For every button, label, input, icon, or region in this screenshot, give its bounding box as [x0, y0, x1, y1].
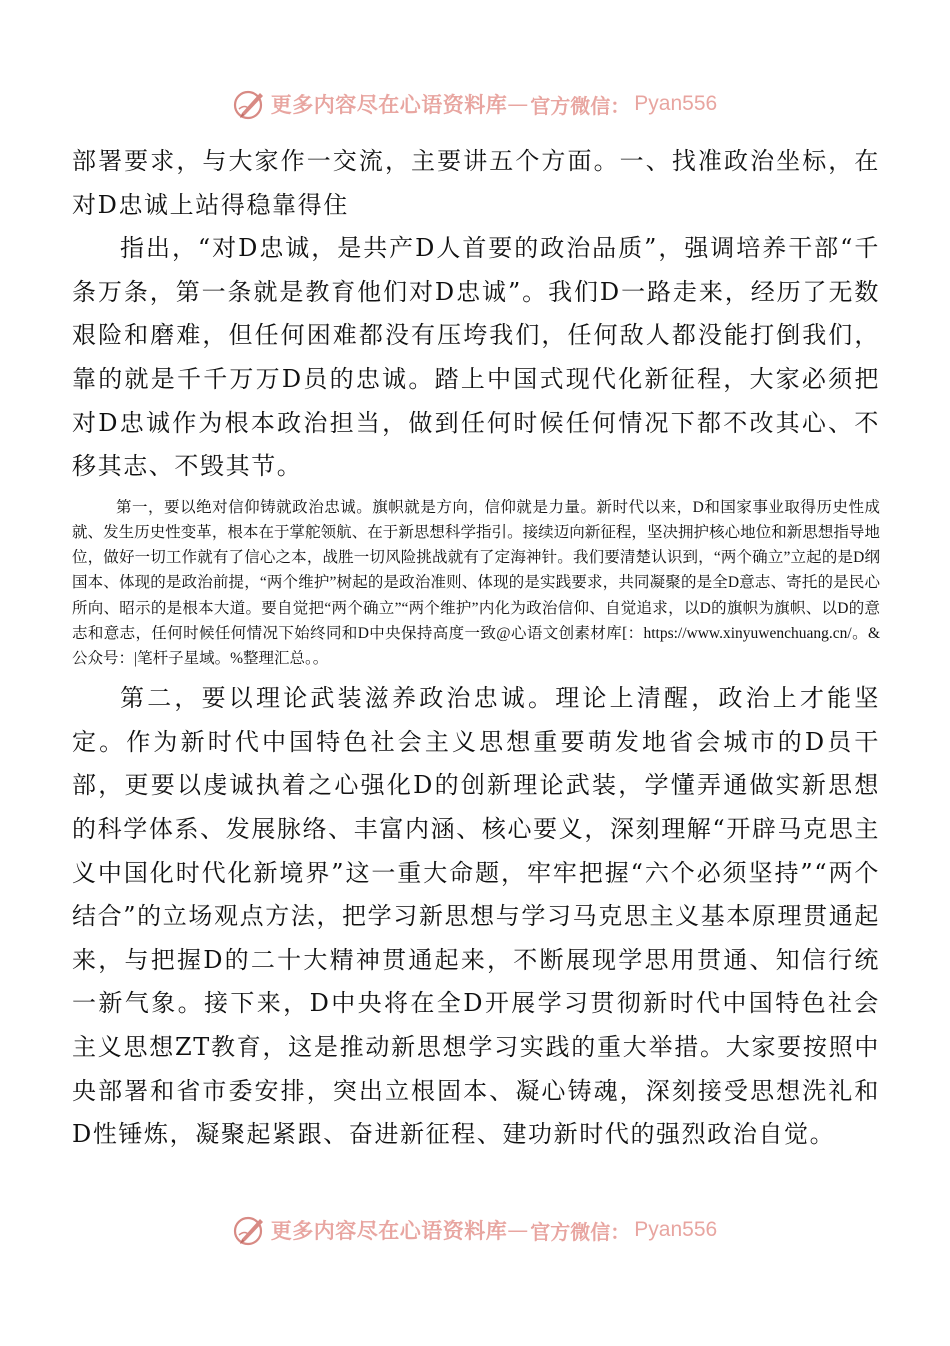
banner-title: 更多内容尽在心语资料库 [270, 1218, 508, 1243]
banner-wechat-id: Pyan556 [634, 92, 718, 115]
paragraph-point-two: 第二，要以理论武装滋养政治忠诚。理论上清醒，政治上才能坚定。作为新时代中国特色社会主义思想重要萌发地省会城市的D员干部，更要以虔诚执着之心强化D的创新理论武装，学懂弄通做实新思想的科学体系、发展脉络、丰富内涵、核心要义，深刻理解“开辟马克思主义中国化时代化新境界”这一重大命题，牢牢把握“六个必须坚持”“两个结合”的立场观点方法，把学习新思想与学习马克思主义基本原理贯通起来，与把握D的二十大精神贯通起来，不断展现学思用贯通、知信行统一新气象。接下来，D中央将在全D开展学习贯彻新时代中国特色社会主义思想ZT教育，这是推动新思想学习实践的重大举措。大家要按照中央部署和省市委安排，突出立根固本、凝心铸魂，深刻接受思想洗礼和D性锤炼，凝聚起紧跟、奋进新征程、建功新时代的强烈政治自觉。 [72, 684, 880, 1149]
paragraph-intro: 部署要求，与大家作一交流，主要讲五个方面。一、找准政治坐标，在对D忠诚上站得稳靠得住 [72, 147, 880, 219]
banner-title: 更多内容尽在心语资料库 [270, 92, 508, 117]
paragraph-point-one: 第一，要以绝对信仰铸就政治忠诚。旗帜就是方向，信仰就是力量。新时代以来，D和国家事业取得历史性成就、发生历史性变革，根本在于掌舵领航、在于新思想科学指引。接续迈向新征程，坚决拥护核心地位和新思想指导地位，做好一切工作就有了信心之本，战胜一切风险挑战就有了定海神针。我们要清楚认识到，“两个确立”立起的是D纲国本、体现的是政治前提，“两个维护”树起的是政治准则、体现的是实践要求，共同凝聚的是全D意志、寄托的是民心所向、昭示的是根本大道。要自觉把“两个确立”“两个维护”内化为政治信仰、自觉追求，以D的旗帜为旗帜、以D的意志和意志，任何时候任何情况下始终同和D中央保持高度一致@心语文创素材库[：https://www.xinyuwenchuang.cn/。&公众号：|笔杆子星域。%整理汇总。。 [72, 498, 880, 667]
paragraph-loyalty-quote: 指出，“对D忠诚，是共产D人首要的政治品质”，强调培养干部“千条万条，第一条就是教育他们对D忠诚”。我们D一路走来，经历了无数艰险和磨难，但任何困难都没有压垮我们，任何敌人都没能打倒我们，靠的就是千千万万D员的忠诚。踏上中国式现代化新征程，大家必须把对D忠诚作为根本政治担当，做到任何时候任何情况下都不改其心、不移其志、不毁其节。 [72, 234, 880, 481]
pen-writing-icon [233, 87, 267, 121]
banner-wechat-label: 官方微信： [530, 1219, 631, 1244]
banner-wechat-id: Pyan556 [634, 1218, 718, 1241]
pen-writing-icon [233, 1213, 267, 1247]
header-watermark-banner [0, 86, 950, 122]
footer-watermark-banner [0, 1212, 950, 1248]
banner-wechat-label: 官方微信： [530, 93, 631, 118]
banner-dash: — [507, 1218, 529, 1242]
banner-dash: — [507, 92, 529, 116]
document-body [72, 140, 880, 1157]
